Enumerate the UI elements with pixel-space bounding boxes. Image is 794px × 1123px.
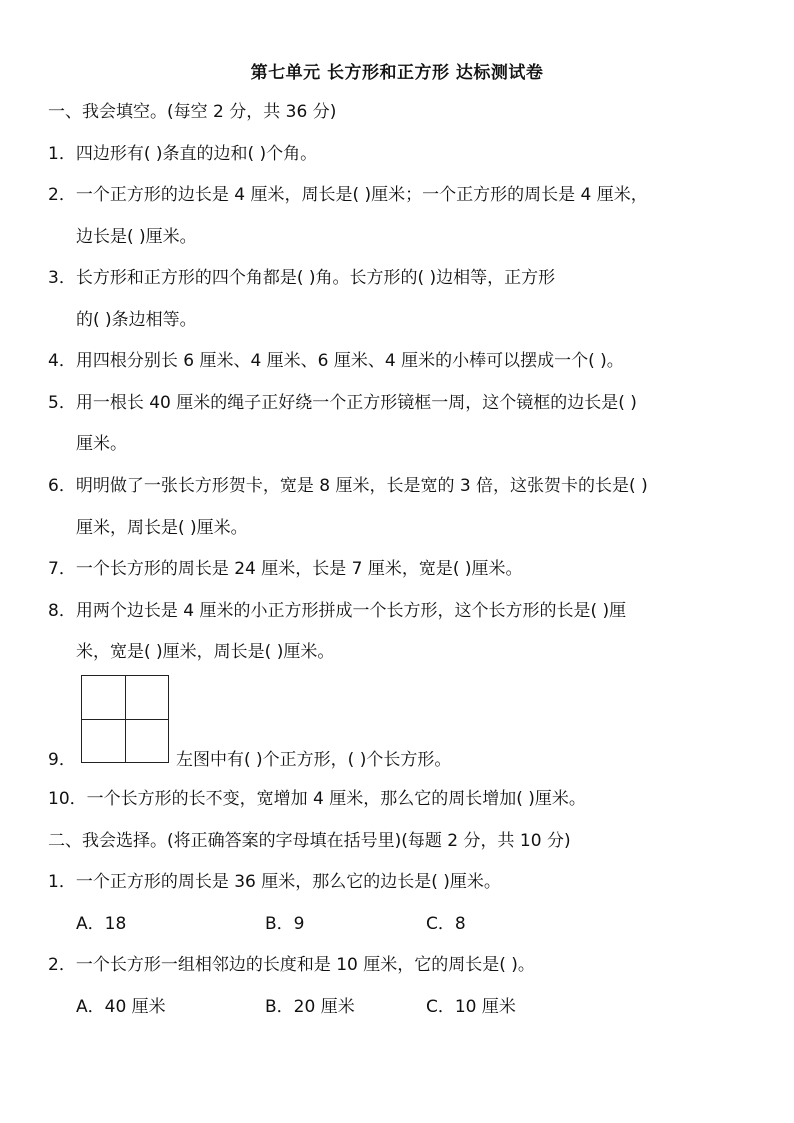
question-1-6-line-2: 厘米，周长是( )厘米。 (76, 518, 248, 538)
question-2-1-option-b: B．9 (265, 914, 305, 934)
section-2-heading: 二、我会选择。(将正确答案的字母填在括号里)(每题 2 分，共 10 分) (48, 831, 571, 851)
question-1-3-line-1: 3．长方形和正方形的四个角都是( )角。长方形的( )边相等，正方形 (48, 268, 556, 288)
square-grid-figure (81, 675, 169, 763)
question-2-2-option-b: B．20 厘米 (265, 997, 355, 1017)
grid-horizontal-divider (82, 719, 168, 720)
question-1-7: 7．一个长方形的周长是 24 厘米，长是 7 厘米，宽是( )厘米。 (48, 559, 523, 579)
question-1-10: 10．一个长方形的长不变，宽增加 4 厘米，那么它的周长增加( )厘米。 (48, 789, 586, 809)
question-1-9: 左图中有( )个正方形，( )个长方形。 (176, 750, 452, 770)
question-1-8-line-1: 8．用两个边长是 4 厘米的小正方形拼成一个长方形，这个长方形的长是( )厘 (48, 601, 627, 621)
question-1-4: 4．用四根分别长 6 厘米、4 厘米、6 厘米、4 厘米的小棒可以摆成一个( )。 (48, 351, 624, 371)
question-2-1-option-a: A．18 (76, 914, 127, 934)
question-1-2-line-2: 边长是( )厘米。 (76, 227, 197, 247)
question-1-5-line-2: 厘米。 (76, 434, 127, 454)
question-2-2-option-a: A．40 厘米 (76, 997, 166, 1017)
question-2-2-option-c: C．10 厘米 (426, 997, 516, 1017)
question-1-8-line-2: 米，宽是( )厘米，周长是( )厘米。 (76, 642, 335, 662)
question-1-9-number: 9． (48, 750, 76, 770)
page-title: 第七单元 长方形和正方形 达标测试卷 (250, 63, 544, 83)
question-1-1: 1．四边形有( )条直的边和( )个角。 (48, 144, 318, 164)
question-2-1: 1．一个正方形的周长是 36 厘米，那么它的边长是( )厘米。 (48, 872, 501, 892)
question-1-5-line-1: 5．用一根长 40 厘米的绳子正好绕一个正方形镜框一周，这个镜框的边长是( ) (48, 393, 637, 413)
question-1-3-line-2: 的( )条边相等。 (76, 310, 197, 330)
question-1-2-line-1: 2．一个正方形的边长是 4 厘米，周长是( )厘米；一个正方形的周长是 4 厘米， (48, 185, 648, 205)
question-2-1-option-c: C．8 (426, 914, 466, 934)
question-1-6-line-1: 6．明明做了一张长方形贺卡，宽是 8 厘米，长是宽的 3 倍，这张贺卡的长是( ) (48, 476, 648, 496)
section-1-heading: 一、我会填空。(每空 2 分，共 36 分) (48, 102, 337, 122)
question-2-2: 2．一个长方形一组相邻边的长度和是 10 厘米，它的周长是( )。 (48, 955, 535, 975)
